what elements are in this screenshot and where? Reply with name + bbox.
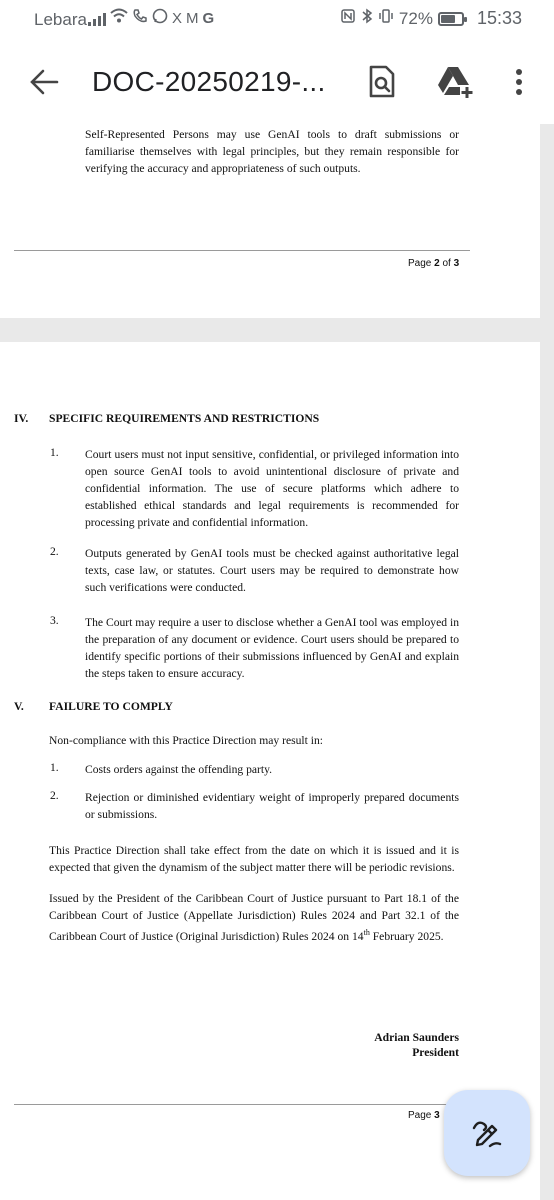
issued-text: Issued by the President of the Caribbean Court of Justice pursuant to Part 18.1 of the Caribbean Court of Justice (Appellate Jurisdiction) Rules 2024 and Part 32.1 of the Caribbean Court of Justice (Original Jurisdiction) Rules 2024 on 14 [49,892,459,943]
list-item-number: 1. [50,761,59,774]
page-number-2 [408,258,459,269]
edit-fab-button[interactable] [444,1090,530,1176]
battery-level [441,15,455,23]
page-footer-rule [14,250,470,251]
self-represented-paragraph: Self-Represented Persons may use GenAI tools to draft submissions or familiarise themselves with legal principles, but they remain responsible for verifying the accuracy and appropriateness of such outputs. [85,128,459,175]
list-item-number: 2. [50,545,59,558]
document-page-3 [0,342,540,1200]
page-of: of [439,258,454,269]
page-label: Page [408,1110,435,1121]
more-vert-icon [515,68,523,96]
find-in-document-button[interactable] [362,60,402,104]
list-item-number: 1. [50,446,59,459]
status-bar [0,0,554,40]
x-icon: X [172,9,183,27]
whatsapp-icon [152,8,168,28]
list-item-number: 3. [50,614,59,627]
signature-block [300,1030,459,1060]
signatory-title: President [412,1046,459,1059]
list-item-text: The Court may require a user to disclose whether a GenAI tool was employed in the preparation of any document or evidence. Court users should be prepared to identify specific portions of their submissions influenced by GenAI and explain the steps taken to ensure accuracy. [85,616,459,680]
document-search-icon [368,65,396,99]
drive-add-icon [436,65,476,99]
page-current: 3 [434,1110,440,1121]
phone-icon [132,8,148,28]
list-item-text: Outputs generated by GenAI tools must be checked against authoritative legal texts, case law, or statutes. Court users may be required to demonstrate how such verifications were conducted. [85,547,459,594]
document-page-2 [0,124,540,318]
notification-icons [88,8,214,28]
section-title: FAILURE TO COMPLY [49,700,173,713]
list-item-text: Costs orders against the offending party. [85,763,273,776]
vibrate-icon [378,8,394,29]
issued-date-tail: February 2025. [369,929,444,943]
issued-paragraph [49,890,459,945]
bluetooth-icon [361,8,373,29]
document-title: DOC-20250219-... [92,66,326,97]
page-number-3 [408,1110,440,1121]
arrow-back-icon [29,68,59,96]
wifi-icon [110,8,128,28]
list-item-number: 2. [50,789,59,802]
more-options-button[interactable] [504,60,534,104]
system-status [340,8,522,29]
page-total: 3 [453,258,460,269]
back-button[interactable] [24,60,64,104]
list-item-text: Rejection or diminished evidentiary weight of improperly prepared documents or submissions. [85,791,459,821]
carrier-name: Lebara [34,10,87,29]
battery-percent: 72% [398,8,433,28]
signatory-name: Adrian Saunders [374,1031,459,1044]
nfc-icon [340,8,356,29]
section-title: SPECIFIC REQUIREMENTS AND RESTRICTIONS [49,412,320,425]
battery-icon [438,12,464,26]
edit-pen-icon [470,1116,504,1150]
page-current: 2 [434,258,440,269]
ordinal-suffix: th [363,928,370,937]
page-footer-rule [14,1104,470,1105]
gmail-icon: M [186,9,199,27]
list-item-text: Court users must not input sensitive, confidential, or privileged information into open source GenAI tools to avoid unintentional disclosure of private and confidential information. The use of secure platforms which adhere to established ethical standards and legal requirements is recommended for processing private and confidential information. [85,448,459,529]
add-to-drive-button[interactable] [434,60,478,104]
effect-paragraph: This Practice Direction shall take effect from the date on which it is issued and it is expected that given the dynamism of the subject matter there will be periodic revisions. [49,844,459,874]
signal-icon [88,10,106,26]
section-number: IV. [14,412,29,425]
page-label: Page [408,258,435,269]
section-intro: Non-compliance with this Practice Direction may result in: [49,734,323,747]
app-bar [0,40,554,124]
google-icon: G [202,9,215,27]
section-number: V. [14,700,24,713]
clock: 15:33 [476,8,522,28]
